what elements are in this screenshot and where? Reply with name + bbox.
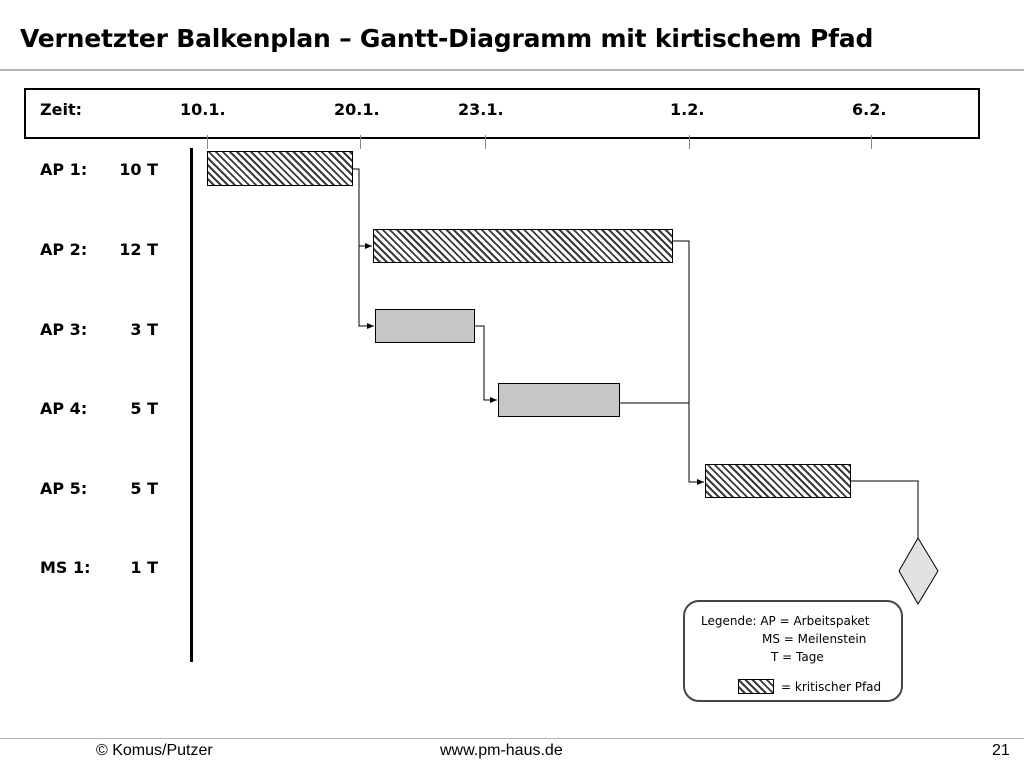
footer-url: www.pm-haus.de xyxy=(440,742,563,759)
legend-line-ap: Legende: AP = Arbeitspaket xyxy=(701,614,870,628)
row-label-ms1: MS 1: xyxy=(40,558,91,577)
row-label-ap1: AP 1: xyxy=(40,160,88,179)
link-ap5-ms1 xyxy=(851,481,918,538)
date-label-3: 23.1. xyxy=(458,100,504,119)
row-duration-ap4: 5 T xyxy=(130,399,158,418)
link-ap1-ap3 xyxy=(359,246,374,326)
timeline-label: Zeit: xyxy=(40,100,82,119)
legend-line-ms: MS = Meilenstein xyxy=(762,632,867,646)
link-ap1-ap2 xyxy=(353,169,372,246)
row-duration-ap1: 10 T xyxy=(119,160,158,179)
row-label-ap3: AP 3: xyxy=(40,320,88,339)
row-label-ap2: AP 2: xyxy=(40,240,88,259)
link-ap3-ap4 xyxy=(475,326,497,400)
row-label-ap5: AP 5: xyxy=(40,479,88,498)
footer-divider xyxy=(0,738,1024,739)
link-ap2-ap5 xyxy=(673,241,704,482)
date-label-2: 20.1. xyxy=(334,100,380,119)
row-duration-ms1: 1 T xyxy=(130,558,158,577)
date-label-4: 1.2. xyxy=(670,100,705,119)
row-duration-ap2: 12 T xyxy=(119,240,158,259)
legend-critical-swatch xyxy=(738,679,774,694)
legend-line-t: T = Tage xyxy=(771,650,824,664)
row-duration-ap5: 5 T xyxy=(130,479,158,498)
row-duration-ap3: 3 T xyxy=(130,320,158,339)
date-label-1: 10.1. xyxy=(180,100,226,119)
page-number: 21 xyxy=(992,742,1010,759)
legend-critical-label: = kritischer Pfad xyxy=(781,680,882,694)
row-label-ap4: AP 4: xyxy=(40,399,88,418)
date-label-5: 6.2. xyxy=(852,100,887,119)
footer-copyright: © Komus/Putzer xyxy=(96,742,213,759)
page-title: Vernetzter Balkenplan – Gantt-Diagramm mit kirtischem Pfad xyxy=(20,24,874,53)
milestone-ms1-diamond xyxy=(899,538,938,604)
